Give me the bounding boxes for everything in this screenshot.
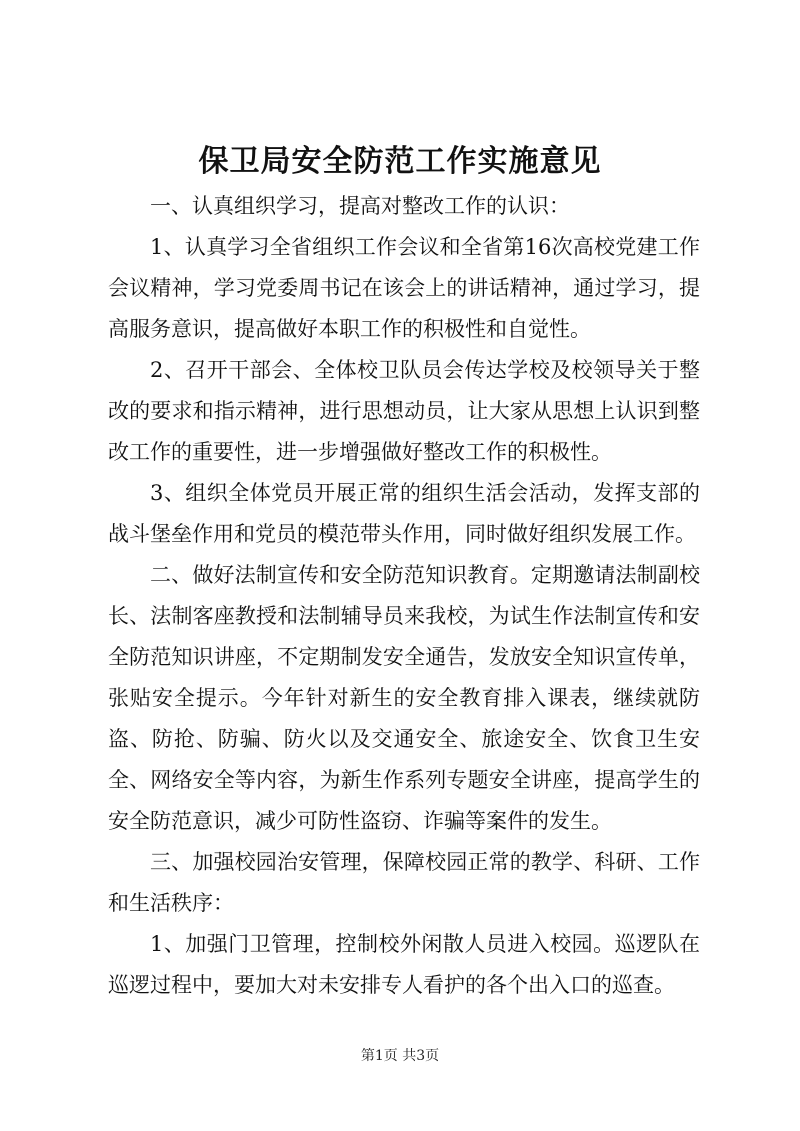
- document-title: 保卫局安全防范工作实施意见: [198, 144, 602, 179]
- paragraph-1-1: 1、认真学习全省组织工作会议和全省第16次高校党建工作会议精神，学习党委周书记在该会上的讲话精神，通过学习，提高服务意识，提高做好本职工作的积极性和自觉性。: [108, 235, 700, 341]
- paragraph-3-1: 1、加强门卫管理，控制校外闲散人员进入校园。巡逻队在巡逻过程中，要加大对未安排专人看护的各个出入口的巡查。: [108, 932, 700, 997]
- page-number-footer: 第1页 共3页: [360, 1048, 440, 1064]
- paragraph-1-2: 2、召开干部会、全体校卫队员会传达学校及校领导关于整改的要求和指示精神，进行思想动员，让大家从思想上认识到整改工作的重要性，进一步增强做好整改工作的积极性。: [108, 358, 700, 464]
- section-heading-3: 三、加强校园治安管理，保障校园正常的教学、科研、工作和生活秩序：: [108, 850, 700, 915]
- section-heading-1: 一、认真组织学习，提高对整改工作的认识：: [150, 194, 570, 218]
- section-2-paragraph: 二、做好法制宣传和安全防范知识教育。定期邀请法制副校长、法制客座教授和法制辅导员来我校，为试生作法制宣传和安全防范知识讲座，不定期制发安全通告，发放安全知识宣传单，张贴安全提示。今年针对新生的安全教育排入课表，继续就防盗、防抢、防骗、防火以及交通安全、旅途安全、饮食卫生安全、网络安全等内容，为新生作系列专题安全讲座，提高学生的安全防范意识，减少可防性盗窃、诈骗等案件的发生。: [108, 563, 700, 833]
- paragraph-1-3: 3、组织全体党员开展正常的组织生活会活动，发挥支部的战斗堡垒作用和党员的模范带头作用，同时做好组织发展工作。: [108, 481, 700, 546]
- document-body: [108, 186, 700, 1006]
